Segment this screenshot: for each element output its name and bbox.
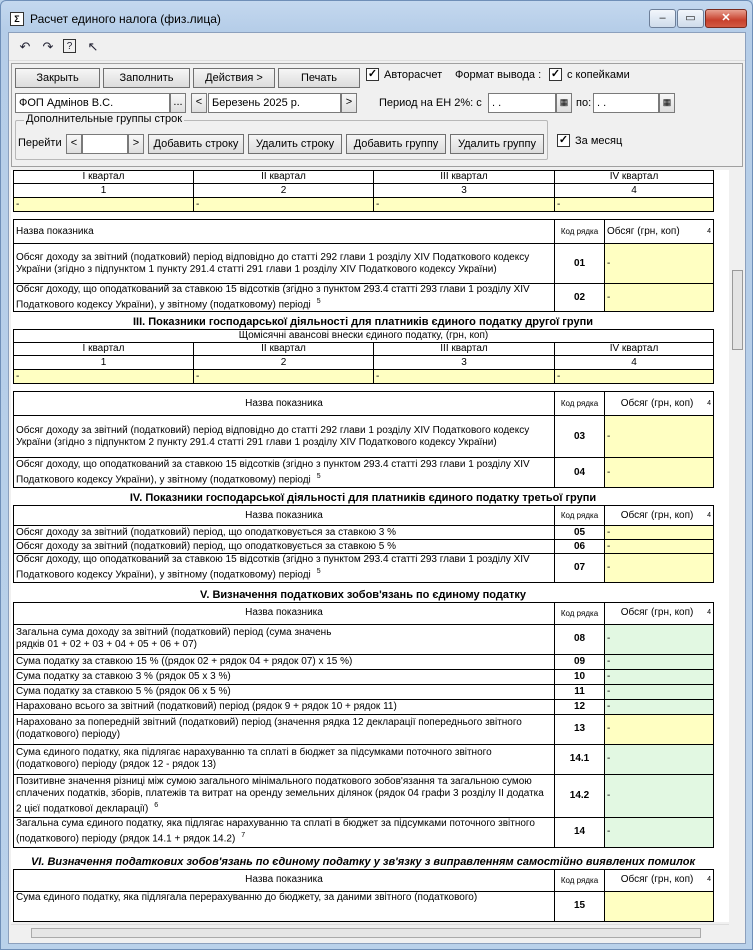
quarter-header: I квартал — [14, 343, 194, 356]
col-name-header: Назва показника — [14, 506, 555, 526]
indicator-name: Обсяг доходу за звітний (податковий) період, що оподатковується за ставкою 3 % — [14, 526, 555, 540]
toolbar — [9, 33, 745, 61]
fill-button[interactable]: Заполнить — [103, 68, 190, 88]
goto-prev-button[interactable]: < — [66, 134, 82, 154]
output-format-label: Формат вывода : — [455, 69, 542, 81]
period-en-label: Период на ЕН 2%: с — [379, 97, 482, 109]
volume-cell[interactable]: - — [605, 654, 714, 669]
pointer-help-icon[interactable]: ↖ — [87, 39, 99, 54]
col-volume-header: Обсяг (грн, коп) 4 — [605, 392, 714, 416]
volume-cell[interactable]: - — [605, 416, 714, 458]
row-code: 09 — [555, 654, 605, 669]
title-bar[interactable] — [1, 1, 752, 33]
volume-cell[interactable]: - — [605, 669, 714, 684]
maximize-button[interactable]: ▭ — [677, 9, 704, 28]
quarter-value-cell[interactable]: - — [14, 370, 194, 384]
calendar-to-icon[interactable]: ▦ — [659, 93, 675, 113]
indicator-name: Обсяг доходу за звітний (податковий) період відповідно до статті 292 глави 1 розділу XIV Податкового кодексу України (згідно з підпунктом 1 пункту 291.4 статті 291 глави 1 розділу XIV Податкового кодексу України) — [14, 244, 555, 284]
date-from-field[interactable]: . . — [488, 93, 556, 113]
col-volume-header: Обсяг (грн, коп) 4 — [605, 602, 714, 624]
indicator-name: Обсяг доходу за звітний (податковий) період, що оподатковується за ставкою 5 % — [14, 540, 555, 554]
col-volume-header: Обсяг (грн, коп) 4 — [605, 869, 714, 891]
row-code: 11 — [555, 684, 605, 699]
col-name-header: Назва показника — [14, 392, 555, 416]
col-name-header: Назва показника — [14, 602, 555, 624]
row-code: 15 — [555, 891, 605, 921]
calendar-from-icon[interactable]: ▦ — [556, 93, 572, 113]
per-month-label: За месяц — [575, 135, 623, 147]
extra-row-groups — [15, 113, 548, 160]
quarters-table-1 — [13, 170, 714, 212]
indicator-name: Сума податку за ставкою 5 % (рядок 06 x 5 %) — [14, 684, 555, 699]
horizontal-scrollbar[interactable] — [11, 924, 729, 940]
quarter-header: II квартал — [194, 343, 374, 356]
quarter-value-cell[interactable]: - — [194, 370, 374, 384]
quarter-value-cell[interactable]: - — [555, 370, 714, 384]
period-next-button[interactable]: > — [341, 93, 357, 113]
kopecks-label: с копейками — [567, 69, 630, 81]
goto-next-button[interactable]: > — [128, 134, 144, 154]
add-row-button[interactable]: Добавить строку — [148, 134, 244, 154]
volume-cell[interactable]: - — [605, 684, 714, 699]
advance-payments-subtitle: Щомісячні авансові внески єдиного податку, (грн, коп) — [14, 330, 714, 343]
group-title: Дополнительные группы строк — [26, 113, 183, 125]
row-code: 02 — [555, 284, 605, 312]
actions-button[interactable]: Действия > — [193, 68, 275, 88]
date-to-field[interactable]: . . — [593, 93, 659, 113]
col-name-header: Назва показника — [14, 220, 555, 244]
quarter-value-cell[interactable]: - — [194, 198, 374, 212]
col-code-header: Код рядка — [555, 220, 605, 244]
quarters-table-2 — [13, 329, 714, 384]
indicator-name: Обсяг доходу за звітний (податковий) період відповідно до статті 292 глави 1 розділу XIV Податкового кодексу України (згідно з підпунктом 2 пункту 291.4 статті 291 глави 1 розділу XIV Податкового кодексу України) — [14, 416, 555, 458]
per-month-checkbox[interactable]: ✓ — [558, 134, 569, 146]
col-code-header: Код рядка — [555, 392, 605, 416]
volume-cell[interactable]: - — [605, 526, 714, 540]
row-code: 06 — [555, 540, 605, 554]
delete-row-button[interactable]: Удалить строку — [248, 134, 342, 154]
close-window-button[interactable]: ✕ — [705, 9, 747, 28]
quarter-header: IV квартал — [555, 171, 714, 184]
quarter-header: I квартал — [14, 171, 194, 184]
quarter-num: 1 — [14, 356, 194, 370]
minimize-button[interactable]: – — [649, 9, 676, 28]
quarter-header: III квартал — [374, 343, 555, 356]
section-3-table — [13, 391, 714, 488]
col-volume-header: Обсяг (грн, коп) 4 — [605, 220, 714, 244]
volume-cell[interactable]: - — [605, 284, 714, 312]
add-group-button[interactable]: Добавить группу — [346, 134, 446, 154]
goto-field[interactable] — [82, 134, 128, 154]
row-code: 05 — [555, 526, 605, 540]
section-6-title: VI. Визначення податкових зобов'язань по єдиному податку у зв'язку з виправленням самостійно виявлених помилок — [30, 855, 696, 868]
indicator-name: Позитивне значення різниці між сумою загального мінімального податкового зобов'язання та загальною сумою сплачених податків, зборів, платежів та витрат на оренду земельних ділянок (рядок 04 графи 3 розділу II додатка 2 цієї податкової декларації) $^6$ — [14, 774, 555, 817]
section-2-table — [13, 219, 714, 312]
volume-cell[interactable]: - — [605, 244, 714, 284]
horizontal-scroll-thumb[interactable] — [31, 928, 701, 938]
close-button[interactable]: Закрыть — [15, 68, 100, 88]
indicator-name: Загальна сума єдиного податку, яка підлягає нарахуванню та сплаті в бюджет за підсумками поточного звітного (податкового) періоду (рядок 14.1 + рядок 14.2) $^7$ — [14, 817, 555, 847]
period-field[interactable]: Березень 2025 р. — [208, 93, 341, 113]
volume-cell[interactable]: - — [605, 554, 714, 582]
client-area — [8, 32, 746, 944]
row-code: 13 — [555, 714, 605, 744]
row-code: 08 — [555, 624, 605, 654]
vertical-scroll-thumb[interactable] — [732, 270, 743, 350]
autocalc-checkbox[interactable]: ✓ — [367, 68, 378, 80]
quarter-header: IV квартал — [555, 343, 714, 356]
col-volume-header: Обсяг (грн, коп) 4 — [605, 506, 714, 526]
row-code: 12 — [555, 699, 605, 714]
volume-cell[interactable]: - — [605, 458, 714, 488]
quarter-value-cell[interactable]: - — [555, 198, 714, 212]
spreadsheet-area[interactable] — [11, 170, 729, 922]
print-button[interactable]: Печать — [278, 68, 360, 88]
declaration-sheet — [13, 170, 713, 922]
goto-label: Перейти — [18, 137, 62, 149]
indicator-name: Нараховано за попередній звітний (податковий) період (значення рядка 12 декларації попереднього звітного (податкового) періоду) — [14, 714, 555, 744]
volume-cell[interactable]: - — [605, 540, 714, 554]
person-select-button[interactable]: ... — [170, 93, 186, 113]
indicator-name: Обсяг доходу, що оподаткований за ставкою 15 відсотків (згідно з пунктом 293.4 статті 293 глави 1 розділу XIV Податкового кодексу України), у звітному (податковому) періоді $^5$ — [14, 554, 555, 582]
quarter-header: II квартал — [194, 171, 374, 184]
quarter-value-cell[interactable]: - — [374, 198, 555, 212]
autocalc-label: Авторасчет — [384, 69, 443, 81]
row-code: 04 — [555, 458, 605, 488]
indicator-name: Сума єдиного податку, яка підлягала перерахуванню до бюджету, за даними звітного (податкового) — [14, 891, 555, 921]
delete-group-button[interactable]: Удалить группу — [450, 134, 544, 154]
col-code-header: Код рядка — [555, 602, 605, 624]
row-code: 14.2 — [555, 774, 605, 817]
section-4-title: IV. Показники господарської діяльності для платників єдиного податку третьої групи — [129, 492, 597, 505]
row-code: 14 — [555, 817, 605, 847]
indicator-name: Обсяг доходу, що оподаткований за ставкою 15 відсотків (згідно з пунктом 293.4 статті 293 глави 1 розділу XIV Податкового кодексу України), у звітному (податковому) періоді $^5$ — [14, 458, 555, 488]
quarter-num: 3 — [374, 356, 555, 370]
vertical-scrollbar[interactable] — [730, 170, 745, 922]
app-icon: Σ — [10, 12, 24, 26]
row-code: 01 — [555, 244, 605, 284]
date-to-label: по: — [576, 97, 592, 109]
row-code: 14.1 — [555, 744, 605, 774]
person-field[interactable]: ФОП Адмінов В.С. — [15, 93, 170, 113]
quarter-num: 4 — [555, 184, 714, 198]
indicator-name: Сума податку за ставкою 15 % ((рядок 02 + рядок 04 + рядок 07) x 15 %) — [14, 654, 555, 669]
indicator-name: Нараховано всього за звітний (податковий) період (рядок 9 + рядок 10 + рядок 11) — [14, 699, 555, 714]
row-code: 03 — [555, 416, 605, 458]
redo-icon[interactable]: ↷ — [42, 39, 54, 54]
quarter-num: 1 — [14, 184, 194, 198]
volume-cell[interactable]: - — [605, 744, 714, 774]
section-5-title: V. Визначення податкових зобов'язань по єдиному податку — [200, 588, 526, 601]
indicator-name: Загальна сума доходу за звітний (податковий) період (сума значень рядків 01 + 02 + 03 + 04 + 05 + 06 + 07) — [14, 624, 555, 654]
indicator-name: Сума податку за ставкою 3 % (рядок 05 x 3 %) — [14, 669, 555, 684]
quarter-header: III квартал — [374, 171, 555, 184]
section-3-title: III. Показники господарської діяльності для платників єдиного податку другої групи — [133, 316, 593, 329]
indicator-name: Обсяг доходу, що оподаткований за ставкою 15 відсотків (згідно з пунктом 293.4 статті 293 глави 1 розділу XIV Податкового кодексу України), у звітному (податковому) періоді $^5$ — [14, 284, 555, 312]
indicator-name: Сума єдиного податку, яка підлягає нарахуванню та сплаті в бюджет за підсумками поточного звітного (податкового) періоду (рядок 12 - рядок 13) — [14, 744, 555, 774]
control-panel — [11, 63, 743, 167]
row-code: 10 — [555, 669, 605, 684]
col-name-header: Назва показника — [14, 869, 555, 891]
row-code: 07 — [555, 554, 605, 582]
volume-cell[interactable]: - — [605, 774, 714, 817]
section-5-table — [13, 602, 714, 848]
volume-cell[interactable]: - — [605, 714, 714, 744]
volume-cell[interactable] — [605, 891, 714, 921]
help-icon[interactable]: ? — [63, 39, 76, 53]
quarter-num: 3 — [374, 184, 555, 198]
volume-cell[interactable]: - — [605, 624, 714, 654]
volume-cell[interactable]: - — [605, 699, 714, 714]
volume-cell[interactable]: - — [605, 817, 714, 847]
col-code-header: Код рядка — [555, 869, 605, 891]
kopecks-checkbox[interactable]: ✓ — [550, 68, 561, 80]
col-code-header: Код рядка — [555, 506, 605, 526]
period-prev-button[interactable]: < — [191, 93, 207, 113]
quarter-value-cell[interactable]: - — [14, 198, 194, 212]
quarter-num: 2 — [194, 356, 374, 370]
quarter-num: 4 — [555, 356, 714, 370]
undo-icon[interactable]: ↶ — [19, 39, 31, 54]
section-4-table — [13, 505, 714, 582]
window-title: Расчет единого налога (физ.лица) — [30, 12, 221, 26]
section-6-table — [13, 869, 714, 922]
quarter-num: 2 — [194, 184, 374, 198]
quarter-value-cell[interactable]: - — [374, 370, 555, 384]
